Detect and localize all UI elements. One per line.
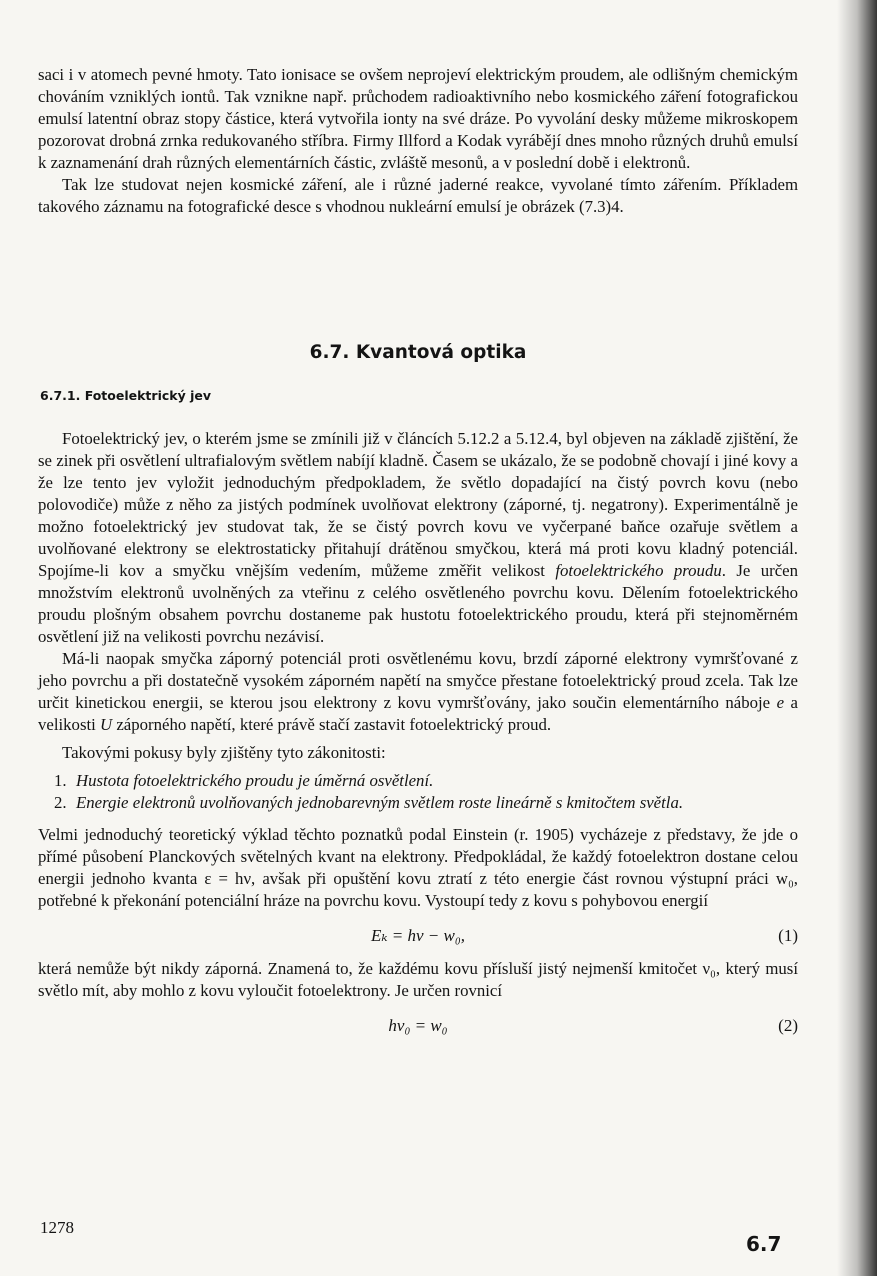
intro-text: [38, 64, 798, 218]
law-item-1: 1. Hustota fotoelektrického proudu je úměrná osvětlení.: [54, 771, 434, 790]
equation-1-number: (1): [778, 926, 798, 945]
body-paragraph-3: Takovými pokusy byly zjištěny tyto zákonitosti:: [62, 743, 386, 762]
body-text: [38, 428, 798, 1042]
equation-1: [38, 922, 798, 952]
body-paragraph-4: Velmi jednoduchý teoretický výklad těchto poznatků podal Einstein (r. 1905) vycházeje z představy, že jde o přímé působení Planckových světelných kvant na elektrony. Předpokládal, že každý fotoelektron dostane celou energii jednoho kvanta ε = hν, avšak při opuštění kovu ztratí z této energie část rovnou výstupní práci w₀, potřebné k překonání potenciální hráze na povrchu kovu. Vystoupí tedy z kovu s pohybovou energií: [38, 825, 798, 910]
body-paragraph-2: Má-li naopak smyčka záporný potenciál proti osvětlenému kovu, brzdí záporné elektrony vymršťované z jeho povrchu a při dostatečně vysokém záporném napětí na smyčce přestane fotoelektrický proud zcela. Tak lze určit kinetickou energii, se kterou jsou elektrony z kovu vymršťovány, jako součin elementárního náboje e a velikosti U záporného napětí, které právě stačí zastavit fotoelektrický proud.: [38, 649, 798, 734]
equation-2-number: (2): [778, 1016, 798, 1035]
book-spine-shadow: [837, 0, 877, 1276]
emphasis-photocurrent: fotoelektrického proudu: [555, 561, 722, 580]
intro-paragraph-1: saci i v atomech pevné hmoty. Tato ionisace se ovšem neprojeví elektrickým proudem, ale odlišným chemickým chováním vzniklých iontů. Tak vznikne např. průchodem radioaktivního nebo kosmického záření fotografickou emulsí latentní obraz stopy částice, která vytvořila ionty na své dráze. Po vyvolání desky můžeme mikroskopem pozorovat drobná zrnka redukovaného stříbra. Firmy Illford a Kodak vyrábějí dnes mnoho různých druhů emulsí k zaznamenání drah různých elementárních částic, zvláště mesonů, a v poslední době i elektronů.: [38, 65, 798, 172]
body-paragraph-5: která nemůže být nikdy záporná. Znamená to, že každému kovu přísluší jistý nejmenší kmitočet ν₀, který musí světlo mít, aby mohlo z kovu vyloučit fotoelektrony. Je určen rovnicí: [38, 959, 798, 1000]
section-marker: 6.7: [746, 1232, 782, 1256]
equation-1-expression: Eₖ = hν − w₀,: [370, 926, 466, 945]
law-item-2: 2. Energie elektronů uvolňovaných jednobarevným světlem roste lineárně s kmitočtem světla.: [54, 793, 684, 812]
page-number: 1278: [40, 1218, 74, 1237]
subsection-title: 6.7.1. Fotoelektrický jev: [40, 388, 211, 403]
equation-2-expression: hν₀ = w₀: [388, 1016, 448, 1035]
intro-paragraph-2: Tak lze studovat nejen kosmické záření, ale i různé jaderné reakce, vyvolané tímto zářením. Příkladem takového záznamu na fotografické desce s vhodnou nukleární emulsí je obrázek (7.3)4.: [38, 175, 798, 216]
equation-2: [38, 1012, 798, 1042]
section-title: 6.7. Kvantová optika: [309, 342, 527, 363]
body-paragraph-1: Fotoelektrický jev, o kterém jsme se zmínili již v článcích 5.12.2 a 5.12.4, byl objeven na základě zjištění, že se zinek při osvětlení ultrafialovým světlem nabíjí kladně. Časem se ukázalo, že se podobně chovají i jiné kovy a že lze tento jev vyložit jednoduchým předpokladem, že světlo dopadající na čistý povrch kovu (nebo polovodiče) může z něho za jistých podmínek uvolňovat elektrony (záporné, tj. negatrony). Experimentálně je možno fotoelektrický jev studovat tak, že se čistý povrch kovu ve vyčerpané baňce ozařuje světlem a uvolňované elektrony se elektrostaticky přitahují drátěnou smyčkou, která má proti kovu kladný potenciál. Spojíme-li kov a smyčku vnějším vedením, můžeme změřit velikost fotoelektrického proudu. Je určen množstvím elektronů uvolněných za vteřinu z celého osvětleného povrchu kovu. Dělením fotoelektrického proudu plošným obsahem povrchu dostaneme pak hustotu fotoelektrického proudu, která při stejnoměrném osvětlení již na velikosti povrchu nezávisí.: [38, 429, 798, 646]
